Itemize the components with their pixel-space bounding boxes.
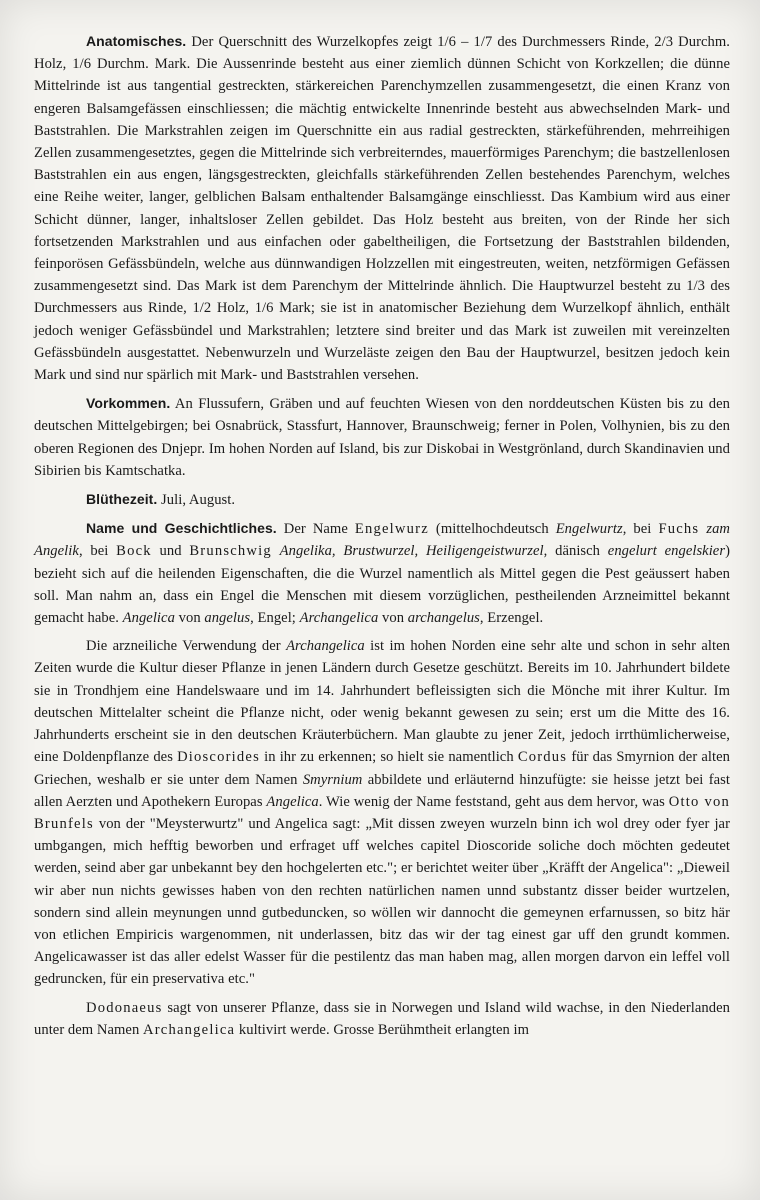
section-heading-bluethezeit: Blüthezeit.: [86, 491, 158, 508]
paragraph-dodonaeus: [34, 997, 730, 1041]
author-bock: Bock: [116, 543, 152, 560]
paragraph-bluethezeit: [34, 488, 730, 511]
text-run: in ihr zu erkennen; so hielt sie namentlich: [259, 749, 518, 766]
term-angelica: Angelica: [266, 793, 319, 810]
author-cordus: Cordus: [517, 749, 568, 766]
term-angelica: Angelica: [122, 610, 175, 627]
text-run: , bei: [622, 521, 659, 538]
paragraph-verwendung: [34, 635, 730, 990]
text-run: [272, 543, 280, 559]
author-dodonaeus: Dodonaeus: [86, 999, 163, 1016]
text-run: . Wie wenig der Name feststand, geht aus dem hervor, was: [318, 793, 669, 810]
text-run: (mittelhochdeutsch: [428, 521, 556, 538]
text-run: , Engel;: [250, 610, 300, 627]
term-smyrnium: Smyrnium: [302, 771, 363, 788]
text-run: und: [151, 543, 190, 560]
text-run: Die arzneiliche Verwendung der: [86, 638, 287, 655]
text-run: für das Smyrnion der alten Griechen, weshalb er sie unter dem Namen: [34, 749, 730, 788]
paragraph-anatomisches: [34, 30, 730, 386]
text-run: ) bezieht sich auf die heilenden Eigenschaften, die die Wurzel namentlich als Mittel gegen die Pest geäussert haben soll. Man nahm an, dass ein Engel die Menschen mit diesem vorzüglichen, pestheilenden Arzneimittel bekannt gemacht habe.: [34, 543, 730, 627]
author-brunschwig: Brunschwig: [189, 543, 272, 560]
term-angelika-names: Angelika, Brustwurzel, Heiligengeistwurzel: [279, 543, 544, 560]
author-dioscorides: Dioscorides: [177, 749, 260, 766]
term-archangelus: archangelus: [407, 610, 480, 627]
text-run: von: [378, 610, 408, 627]
section-heading-vorkommen: Vorkommen.: [86, 395, 171, 412]
term-engelwurtz: Engelwurtz: [555, 521, 623, 538]
paragraph-name: [34, 517, 730, 629]
bluethezeit-text: Juli, August.: [161, 492, 236, 509]
term-archangelica: Archangelica: [286, 638, 365, 655]
term-zam-angelik: zam Angelik: [34, 521, 731, 560]
section-heading-anatomisches: Anatomisches.: [86, 33, 187, 49]
text-run: , dänisch: [543, 543, 608, 560]
text-run: Der Name: [283, 521, 355, 538]
vorkommen-text: An Flussufern, Gräben und auf feuchten Wiesen von den norddeutschen Küsten bis zu den deutschen Mittelgebirgen; bei Osnabrück, Stassfurt, Hannover, Braunschweig; ferner in Polen, Volhynien, bis zu den oberen Regionen des Dnjepr. Im hohen Norden auf Island, bis zur Diskobai in Westgrönland, durch Skandinavien und Sibirien bis Kamtschatka.: [34, 396, 730, 479]
text-run: , bei: [78, 543, 117, 560]
term-angelus: angelus: [204, 610, 251, 627]
term-archangelica: Archangelica: [299, 610, 379, 627]
text-run: von der "Meysterwurtz" und Angelica sagt: „Mit dissen zweyen wurzeln binn ich wol drey oder fyer jar umbgangen, mich hefftig beworben und erfraget uff welches capitel Dioscoride soliche doch möchten gedeutet werden, seind aber gar unbekannt bey den hochgelerten etc."; er berichtet weiter über „Kräfft der Angelica": „Dieweil wir aber nun nichts gewisses haben von den rechten natürlichen namen unnd substantz disser beider wurtzelen, sondern sind allein meynungen unnd gutbeduncken, so wöllen wir dannocht die gemeynen erfarnussen, so bitz här von etlichen Empiricis wargenommen, nit underlassen, bitz das wir der tag einest gar uff den grundt kommen. Angelicawasser ist das aller edelst Wasser für die pestilentz das man haben mag, allen morgen darvon ein leffel voll gedruncken, für ein preservativa etc.": [34, 815, 730, 988]
author-brunfels: Otto von Brunfels: [34, 793, 730, 832]
text-run: ist im hohen Norden eine sehr alte und schon in sehr alten Zeiten wurde die Kultur dieser Pflanze in jenen Ländern durch Gesetze geschützt. Bereits im 10. Jahrhundert bildete sie in Trondhjem eine Handelswaare und im 14. Jahrhundert befleissigten sich die Mönche mit ihrer Kultur. Im deutschen Mittelalter scheint die Pflanze nicht, oder wenig bekannt gewesen zu sein; erst um die Mitte des 16. Jahrhunderts erscheint sie in den deutschen Kräuterbüchern. Man glaubte zu jener Zeit, jedoch irrthümlicherweise, eine Doldenpflanze des: [34, 638, 730, 766]
section-heading-name: Name und Geschichtliches.: [86, 520, 277, 537]
paragraph-vorkommen: [34, 392, 730, 482]
text-run: sagt von unserer Pflanze, dass sie in Norwegen und Island wild wachse, in den Niederlanden unter dem Namen: [34, 999, 730, 1038]
term-engelurt: engelurt engelskier: [607, 543, 726, 560]
anatomisches-text: Der Querschnitt des Wurzelkopfes zeigt 1/6 – 1/7 des Durchmessers Rinde, 2/3 Durchm. Holz, 1/6 Durchm. Mark. Die Aussenrinde besteht aus einer ziemlich dünnen Schicht von Korkzellen; die dünne Mittelrinde ist aus tangential gestreckten, stärkereichen Parenchymzellen zusammengesetzt, die einen Kranz von engeren Balsamgefässen einschliessen; die mächtig entwickelte Innenrinde besteht aus abwechselnden Mark- und Baststrahlen. Die Markstrahlen zeigen im Querschnitte ein aus radial gestreckten, stärkeführenden, mehrreihigen Zellen zusammengesetztes, gegen die Mittelrinde sich verbreiterndes, mauerförmiges Parenchym; die bastzellenlosen Baststrahlen ein aus engen, längsgestreckten, gleichfalls stärkeführenden Zellen bestehendes Parenchym, welches eine Reihe weiter, langer, gelblichen Balsam enthaltender Balsamgänge einschliesst. Das Kambium wird aus einer Schicht dünner, langer, inhaltsloser Zellen gebildet. Das Holz besteht aus breiten, von der Rinde her sich fortsetzenden Markstrahlen und aus einfachen oder gabeltheiligen, die Fortsetzung der Baststrahlen bildenden, feinporösen Gefässbündeln, welche aus dünnwandigen Holzzellen mit eingestreuten, weiten, netzförmigen Gefässen zusammengesetzt sind. Das Mark ist dem Parenchym der Mittelrinde ähnlich. Die Hauptwurzel besteht zu 1/3 des Durchmessers aus Rinde, 1/2 Holz, 1/6 Mark; sie ist in anatomischer Beziehung dem Wurzelkopf ähnlich, enthält jedoch weniger Gefässbündel und Markstrahlen; letztere sind breiter und das Mark ist zuweilen mit vereinzelten Gefässbündeln ausgestattet. Nebenwurzeln und Wurzeläste zeigen den Bau der Hauptwurzel, besitzen jedoch kein Mark und sind nur spärlich mit Mark- und Baststrahlen versehen.: [34, 34, 731, 384]
text-run: kultivirt werde. Grosse Berühmtheit erlangten im: [235, 1021, 530, 1038]
text-run: von: [174, 610, 205, 627]
author-fuchs: Fuchs: [658, 521, 700, 538]
term-engelwurz: Engelwurz: [354, 521, 429, 538]
text-run: , Erzengel.: [479, 610, 544, 627]
term-archangelica: Archangelica: [143, 1021, 236, 1038]
text-run: abbildete und erläuternd hinzufügte: sie heisse jetzt bei fast allen Aerzten und Apothekern Europas: [34, 771, 731, 810]
